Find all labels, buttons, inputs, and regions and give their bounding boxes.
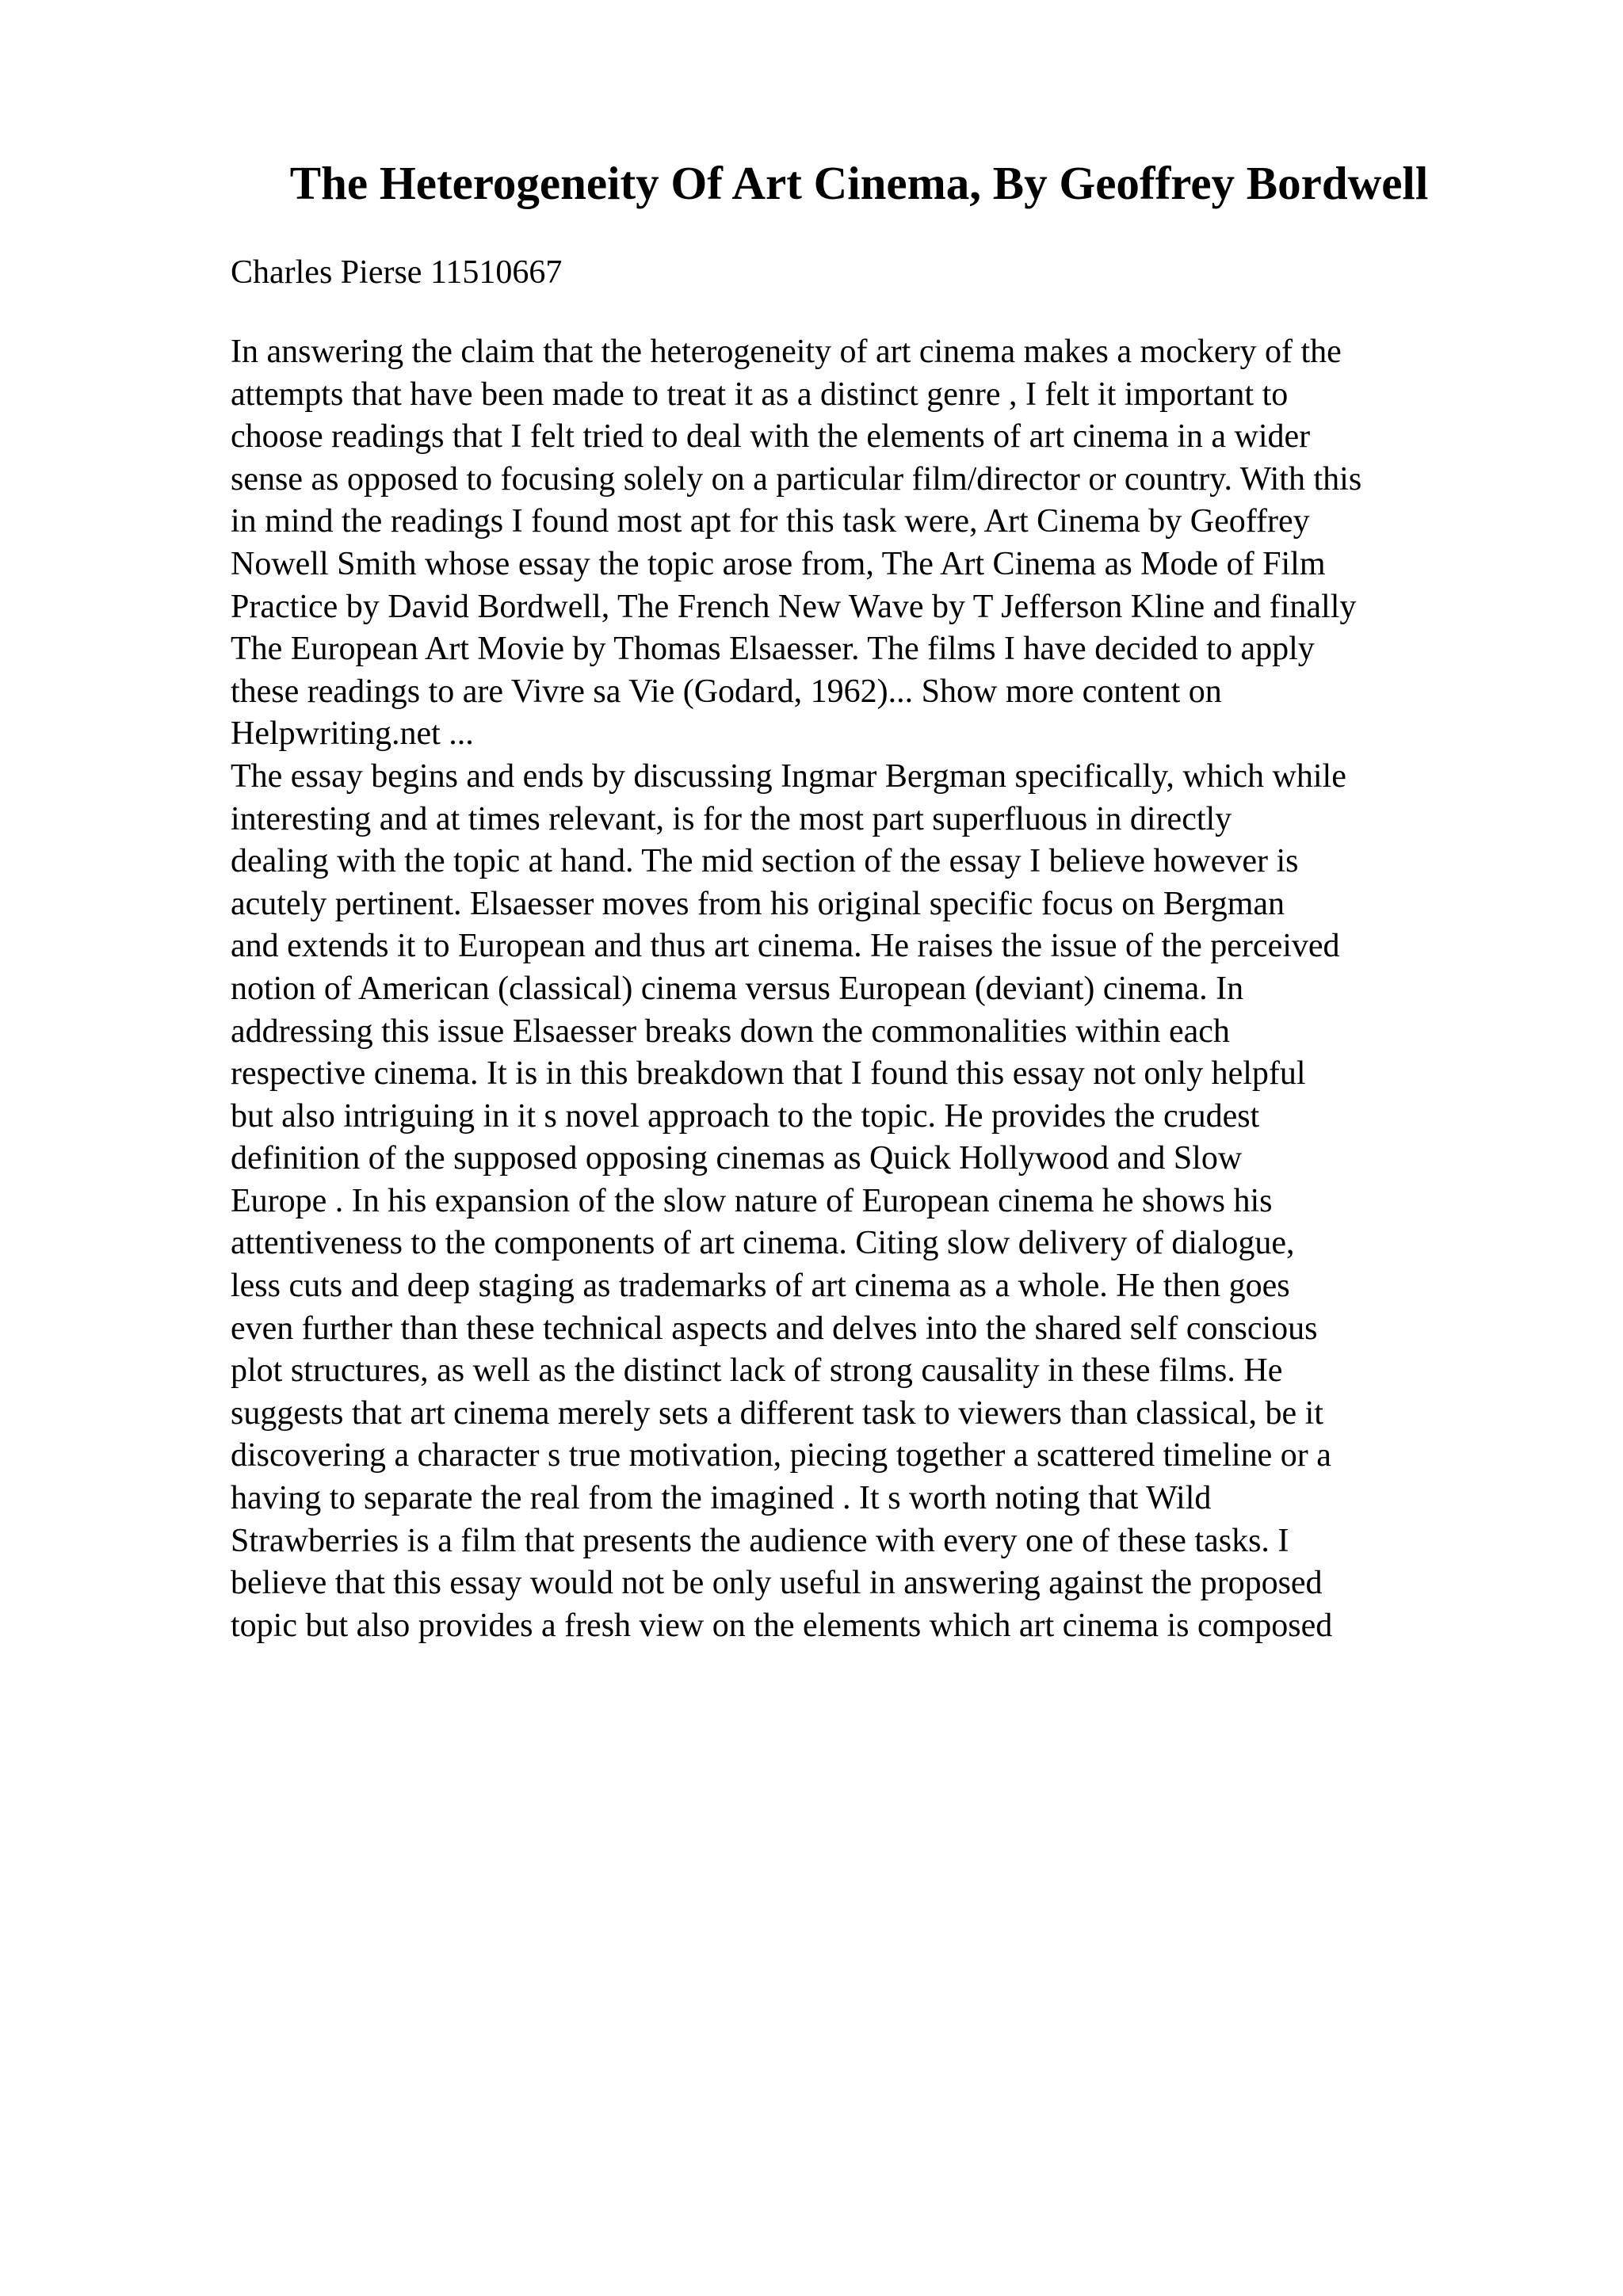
- body-line: but also intriguing in it s novel approach to the topic. He provides the crudest: [231, 1097, 1260, 1135]
- body-line: The European Art Movie by Thomas Elsaesser. The films I have decided to apply: [231, 631, 1315, 668]
- body-line: suggests that art cinema merely sets a different task to viewers than classical, be it: [231, 1394, 1323, 1432]
- body-line: Nowell Smith whose essay the topic arose from, The Art Cinema as Mode of Film: [231, 545, 1326, 582]
- body-line: acutely pertinent. Elsaesser moves from his original specific focus on Bergman: [231, 885, 1285, 922]
- body-line: choose readings that I felt tried to deal with the elements of art cinema in a wider: [231, 418, 1311, 456]
- author-line: Charles Pierse 11510667: [231, 254, 563, 291]
- body-line: The essay begins and ends by discussing Ingmar Bergman specifically, which while: [231, 757, 1346, 795]
- body-line: definition of the supposed opposing cinemas as Quick Hollywood and Slow: [231, 1140, 1243, 1177]
- body-line: less cuts and deep staging as trademarks of art cinema as a whole. He then goes: [231, 1268, 1290, 1305]
- body-line: discovering a character s true motivation, piecing together a scattered timeline or a: [231, 1437, 1331, 1474]
- body-line: Practice by David Bordwell, The French New Wave by T Jefferson Kline and finally: [231, 588, 1357, 625]
- body-line: sense as opposed to focusing solely on a particular film/director or country. With this: [231, 460, 1362, 498]
- body-line: Helpwriting.net ...: [231, 715, 474, 753]
- body-line: in mind the readings I found most apt for this task were, Art Cinema by Geoffrey: [231, 503, 1310, 540]
- body-line: attempts that have been made to treat it as a distinct genre , I felt it important to: [231, 376, 1289, 413]
- body-line: plot structures, as well as the distinct lack of strong causality in these films. He: [231, 1352, 1283, 1390]
- body-line: interesting and at times relevant, is for the most part superfluous in directly: [231, 800, 1232, 837]
- essay-body: [231, 331, 1514, 1647]
- body-line: attentiveness to the components of art cinema. Citing slow delivery of dialogue,: [231, 1225, 1295, 1262]
- body-line: Strawberries is a film that presents the audience with every one of these tasks. I: [231, 1522, 1289, 1559]
- body-line: even further than these technical aspects and delves into the shared self conscious: [231, 1310, 1318, 1347]
- body-line: In answering the claim that the heterogeneity of art cinema makes a mockery of the: [231, 334, 1342, 370]
- body-line: believe that this essay would not be only useful in answering against the proposed: [231, 1565, 1323, 1602]
- body-line: these readings to are Vivre sa Vie (Godard, 1962)... Show more content on: [231, 673, 1222, 710]
- body-line: notion of American (classical) cinema versus European (deviant) cinema. In: [231, 970, 1244, 1007]
- body-line: Europe . In his expansion of the slow nature of European cinema he shows his: [231, 1182, 1273, 1219]
- body-line: addressing this issue Elsaesser breaks down the commonalities within each: [231, 1013, 1230, 1050]
- document-title: The Heterogeneity Of Art Cinema, By Geoffrey Bordwell: [289, 157, 1429, 209]
- body-line: topic but also provides a fresh view on the elements which art cinema is composed: [231, 1607, 1333, 1644]
- body-line: respective cinema. It is in this breakdown that I found this essay not only helpful: [231, 1055, 1306, 1093]
- body-line: and extends it to European and thus art cinema. He raises the issue of the perceived: [231, 928, 1340, 965]
- body-line: dealing with the topic at hand. The mid section of the essay I believe however is: [231, 843, 1299, 880]
- body-line: having to separate the real from the imagined . It s worth noting that Wild: [231, 1480, 1212, 1517]
